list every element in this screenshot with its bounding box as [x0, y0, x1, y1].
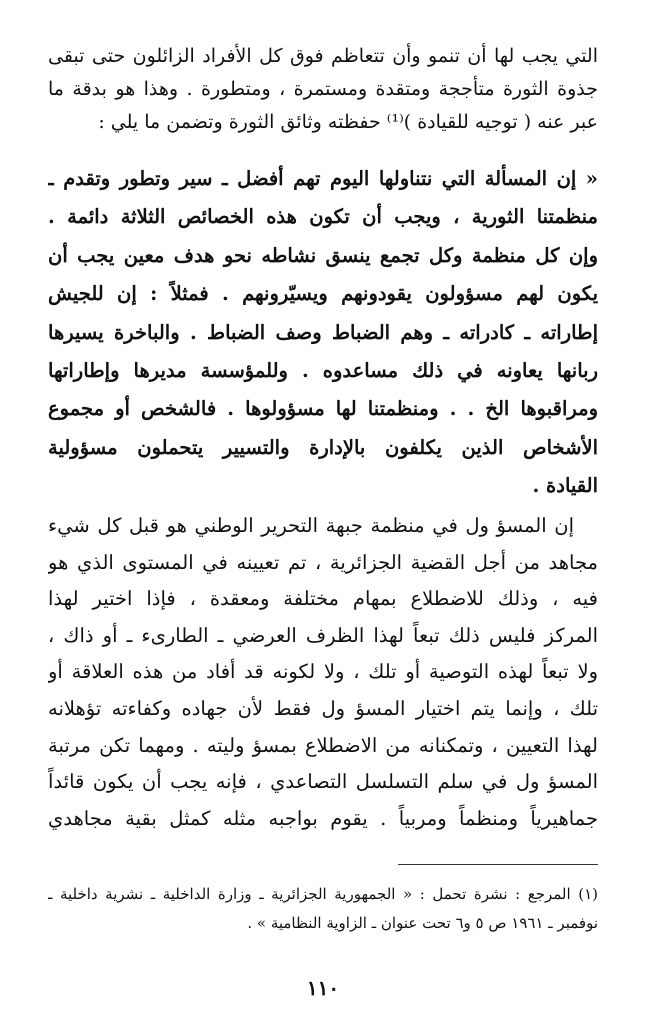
- intro-paragraph: [48, 40, 598, 139]
- quote-line: وإن كل منظمة وكل تجمع ينسق نشاطه نحو هدف معين يجب أن: [48, 243, 598, 267]
- text-line: المسؤ ول في سلم التسلسل التصاعدي ، فإنه يجب أن يكون قائداً: [48, 770, 598, 794]
- text-line: المركز فليس ذلك تبعاً لهذا الظرف العرضي ـ الطارىء ـ أو ذاك ،: [48, 623, 598, 647]
- text-line: تلك ، وإنما يتم اختيار المسؤ ول فقط لأن جهاده وكفاءته تؤهلانه: [48, 696, 598, 720]
- quote-line: ومراقبوها الخ . . ومنظمتنا لها مسؤولوها . فالشخص أو مجموع: [48, 397, 598, 421]
- page-number: ١١٠: [306, 976, 340, 1000]
- quote-line: الأشخاص الذين يكلفون بالإدارة والتسيير يتحملون مسؤولية: [48, 435, 598, 459]
- text-line: عبر عنه ( توجيه للقيادة )⁽¹⁾ حفظته وثائق الثورة وتضمن ما يلي :: [98, 111, 598, 133]
- text-line: إن المسؤ ول في منظمة جبهة التحرير الوطني هو قبل كل شيء: [48, 514, 574, 537]
- text-line: لهذا التعيين ، وتمكنانه من الاضطلاع بمسؤ وليته . ومهما تكن مرتبة: [48, 733, 598, 757]
- quote-line: إطاراته ـ كادراته ـ وهم الضباط وصف الضباط . والباخرة يسيرها: [48, 320, 598, 344]
- text-line: جذوة الثورة متأججة ومتقدة ومستمرة ، ومتطورة . وهذا هو بدقة ما: [48, 78, 598, 100]
- text-line: مجاهد من أجل القضية الجزائرية ، تم تعيينه في المستوى الذي هو: [48, 550, 598, 574]
- quoted-directive: [48, 160, 598, 506]
- main-paragraph: [48, 508, 598, 837]
- quote-line: « إن المسألة التي نتناولها اليوم تهم أفضل ـ سير وتطور وتقدم ـ: [48, 167, 598, 190]
- text-line: جماهيرياً ومنظماً ومربياً . يقوم بواجبه مثله كمثل بقية مجاهدي: [48, 806, 598, 830]
- quote-line: ربانها يعاونه في ذلك مساعدوه . وللمؤسسة مديرها وإطاراتها: [48, 358, 598, 382]
- footnote-line: (١) المرجع : نشرة تحمل : « الجمهورية الجزائرية ـ وزارة الداخلية ـ نشرية داخلية ـ: [48, 885, 598, 903]
- footnote-line: نوفمبر ـ ١٩٦١ ص ٥ و٦ تحت عنوان ـ الزاوية النظامية » .: [247, 914, 598, 932]
- text-line: ولا تبعاً لهذه التوصية أو تلك ، ولا لكونه قد أفاد من هذه العلاقة أو: [48, 660, 598, 684]
- text-line: فيه ، وذلك للاضطلاع بمهام مختلفة ومعقدة ، فإذا اختير لهذا: [48, 587, 598, 611]
- quote-line: يكون لهم مسؤولون يقودونهم ويسيّرونهم . فمثلاً : إن للجيش: [48, 282, 598, 306]
- footnote-divider: [398, 864, 598, 865]
- quote-line: منظمتنا الثورية ، ويجب أن تكون هذه الخصائص الثلاثة دائمة .: [48, 205, 598, 229]
- footnote: [48, 880, 598, 938]
- text-line: التي يجب لها أن تنمو وأن تتعاظم فوق كل الأفراد الزائلون حتى تبقى: [48, 45, 598, 67]
- quote-line: القيادة .: [532, 474, 598, 498]
